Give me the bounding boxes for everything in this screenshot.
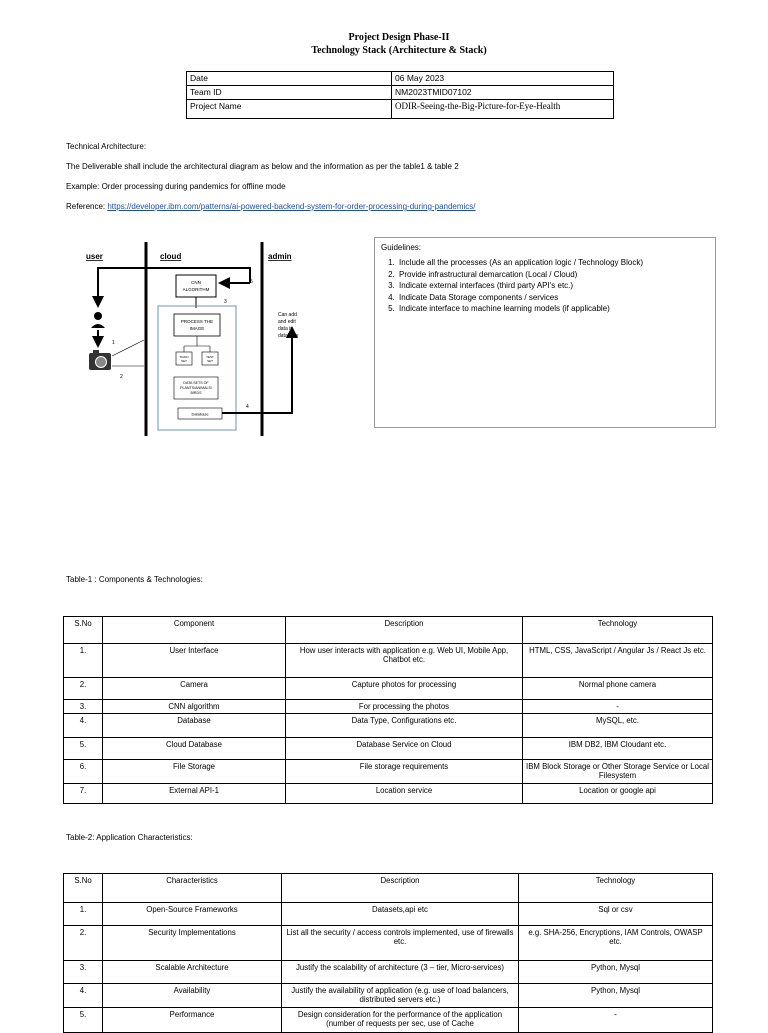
cell-sno: 2.: [64, 678, 103, 700]
cell-sno: 4.: [64, 714, 103, 738]
lane-user-label: user: [86, 252, 103, 261]
cnn-label: ALGORITHM: [182, 287, 210, 292]
list-item: 2. Provide infrastructural demarcation (Local / Cloud): [397, 270, 715, 279]
test-set-label: TEST: [206, 355, 214, 359]
table-row: [64, 760, 713, 784]
cell-characteristic: Open-Source Frameworks: [103, 903, 282, 926]
project-meta-table: [186, 71, 614, 119]
cell-component: Cloud Database: [103, 738, 286, 760]
cell-component: Database: [103, 714, 286, 738]
list-item: 1. Include all the processes (As an application logic / Technology Block): [397, 258, 715, 267]
page-subtitle: Technology Stack (Architecture & Stack): [311, 45, 487, 56]
cell-description: Design consideration for the performance of the application (number of requests per sec, use of Cache: [282, 1008, 519, 1033]
database-label: Database: [191, 411, 209, 417]
admin-note: data in: [278, 326, 294, 332]
list-item: 4. Indicate Data Storage components / services: [397, 293, 715, 302]
list-item: 3. Indicate external interfaces (third party API's etc.): [397, 281, 715, 290]
characteristics-table: [63, 873, 713, 1033]
cnn-label: CNN: [191, 280, 201, 285]
cell-description: Data Type, Configurations etc.: [286, 714, 523, 738]
cell-characteristic: Performance: [103, 1008, 282, 1033]
cell-technology: HTML, CSS, JavaScript / Angular Js / React Js etc.: [523, 644, 713, 678]
deliverable-text: The Deliverable shall include the architectural diagram as below and the information as per the table1 & table 2: [66, 162, 459, 171]
cell-technology: IBM DB2, IBM Cloudant etc.: [523, 738, 713, 760]
user-icon: [91, 324, 105, 328]
cell-technology: -: [523, 700, 713, 714]
cell-component: File Storage: [103, 760, 286, 784]
column-header: S.No: [64, 617, 103, 644]
cell-sno: 2.: [64, 925, 103, 960]
example-text: Example: Order processing during pandemics for offline mode: [66, 182, 286, 191]
column-header: Technology: [523, 617, 713, 644]
step-label: 2: [120, 374, 123, 380]
admin-note: Can add: [278, 312, 297, 318]
table-header-row: [64, 617, 713, 644]
cell-sno: 3.: [64, 961, 103, 984]
column-header: Description: [282, 874, 519, 903]
datasets-label: BIRDS: [190, 391, 202, 395]
test-set-label: SET: [207, 359, 213, 363]
camera-icon: [96, 357, 107, 368]
table-row: [64, 903, 713, 926]
cell-description: Location service: [286, 784, 523, 804]
cell-characteristic: Availability: [103, 984, 282, 1008]
table-row: [64, 925, 713, 960]
cell-description: How user interacts with application e.g. Web UI, Mobile App, Chatbot etc.: [286, 644, 523, 678]
cnn-algorithm-box: [176, 275, 216, 297]
process-label: IMAGE: [189, 326, 205, 331]
user-icon: [94, 312, 102, 320]
train-set-label: TRAIN: [179, 355, 189, 359]
meta-label: Team ID: [187, 86, 392, 100]
lane-cloud-label: cloud: [160, 252, 182, 261]
components-table: [63, 616, 713, 804]
guidelines-list: [375, 258, 715, 313]
list-item: 5. Indicate interface to machine learning models (if applicable): [397, 304, 715, 313]
table2-caption: Table-2: Application Characteristics:: [66, 833, 193, 842]
cell-technology: IBM Block Storage or Other Storage Service or Local Filesystem: [523, 760, 713, 784]
cell-sno: 7.: [64, 784, 103, 804]
flow-arrow: [112, 340, 144, 356]
table-row: [64, 700, 713, 714]
reference-line: [66, 202, 476, 211]
lane-admin-label: admin: [268, 252, 292, 261]
reference-link[interactable]: https://developer.ibm.com/patterns/ai-powered-backend-system-for-order-processing-during-pandemics/: [107, 202, 476, 211]
cell-description: Justify the availability of application (e.g. use of load balancers, distributed servers etc.): [282, 984, 519, 1008]
table-row: [64, 984, 713, 1008]
datasets-label: PLANTS/ANIMALS/: [180, 386, 212, 390]
step-label: 4: [246, 404, 249, 410]
table-row: [64, 784, 713, 804]
meta-value: ODIR-Seeing-the-Big-Picture-for-Eye-Health: [392, 100, 614, 119]
step-label: 1: [112, 340, 115, 346]
column-header: Characteristics: [103, 874, 282, 903]
cell-description: Database Service on Cloud: [286, 738, 523, 760]
cell-component: CNN algorithm: [103, 700, 286, 714]
admin-note: database: [278, 333, 299, 339]
cell-description: File storage requirements: [286, 760, 523, 784]
cell-technology: Sql or csv: [519, 903, 713, 926]
guidelines-title: Guidelines:: [381, 243, 422, 252]
process-label: PROCESS THE: [180, 319, 214, 324]
table-row: [64, 678, 713, 700]
process-image-box: [174, 314, 220, 336]
cell-component: External API-1: [103, 784, 286, 804]
cell-sno: 3.: [64, 700, 103, 714]
column-header: Description: [286, 617, 523, 644]
cell-characteristic: Scalable Architecture: [103, 961, 282, 984]
cell-component: User Interface: [103, 644, 286, 678]
cell-sno: 5.: [64, 738, 103, 760]
table-row: [64, 1008, 713, 1033]
meta-label: Project Name: [187, 100, 392, 119]
step-label: 3: [224, 299, 227, 305]
page-title: Project Design Phase-II: [348, 32, 450, 43]
cell-technology: e.g. SHA-256, Encryptions, IAM Controls, OWASP etc.: [519, 925, 713, 960]
cell-characteristic: Security Implementations: [103, 925, 282, 960]
cell-sno: 1.: [64, 903, 103, 926]
admin-note: and edit: [278, 319, 296, 325]
meta-value: 06 May 2023: [392, 72, 614, 86]
meta-label: Date: [187, 72, 392, 86]
cell-sno: 6.: [64, 760, 103, 784]
cell-sno: 4.: [64, 984, 103, 1008]
cell-sno: 1.: [64, 644, 103, 678]
flow-arrow: [222, 328, 292, 413]
architecture-diagram: [80, 238, 320, 438]
table-row: [187, 86, 614, 100]
cell-sno: 5.: [64, 1008, 103, 1033]
table-row: [64, 738, 713, 760]
cell-technology: Python, Mysql: [519, 961, 713, 984]
table-row: [187, 72, 614, 86]
table1-caption: Table-1 : Components & Technologies:: [66, 575, 203, 584]
cell-component: Camera: [103, 678, 286, 700]
cell-technology: MySQL, etc.: [523, 714, 713, 738]
datasets-label: DATA SETS OF: [183, 381, 209, 385]
column-header: Component: [103, 617, 286, 644]
cell-description: Justify the scalability of architecture (3 – tier, Micro-services): [282, 961, 519, 984]
cell-description: List all the security / access controls implemented, use of firewalls etc.: [282, 925, 519, 960]
cell-description: Datasets,api etc: [282, 903, 519, 926]
meta-value: NM2023TMID07102: [392, 86, 614, 100]
table-row: [64, 644, 713, 678]
reference-label: Reference:: [66, 202, 108, 211]
cell-technology: Python, Mysql: [519, 984, 713, 1008]
camera-icon: [93, 350, 99, 354]
cell-technology: Normal phone camera: [523, 678, 713, 700]
train-set-label: SET: [181, 359, 187, 363]
table-row: [64, 961, 713, 984]
cell-description: For processing the photos: [286, 700, 523, 714]
table-row: [187, 100, 614, 119]
column-header: S.No: [64, 874, 103, 903]
flow-arrow: [98, 268, 250, 304]
cell-technology: -: [519, 1008, 713, 1033]
cell-technology: Location or google api: [523, 784, 713, 804]
section-heading: Technical Architecture:: [66, 142, 147, 151]
step-label: 5: [250, 279, 253, 285]
table-header-row: [64, 874, 713, 903]
guidelines-box: [374, 237, 716, 428]
table-row: [64, 714, 713, 738]
column-header: Technology: [519, 874, 713, 903]
cell-description: Capture photos for processing: [286, 678, 523, 700]
